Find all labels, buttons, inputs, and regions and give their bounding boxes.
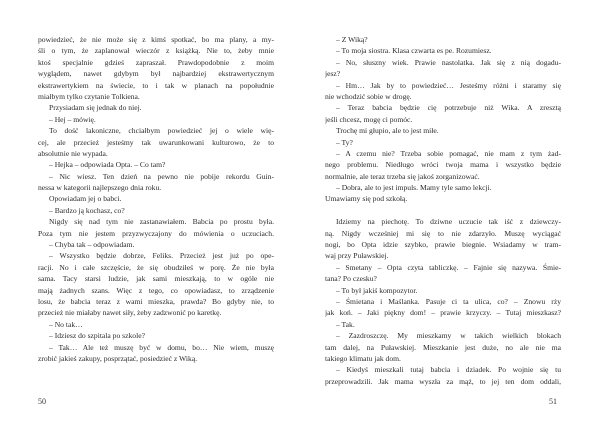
text-line: ktoś specjalnie gdzieś zapraszał. Prawdopodobnie z moim <box>38 57 274 67</box>
text-line: – A czemu nie? Trzeba sobie pomagać, nie mam z tym żad- <box>336 148 561 158</box>
text-line: – Idziesz do szpitala po szkole? <box>49 331 145 341</box>
text-line: – Tak… Ale też muszę być w domu, bo… Nie wiem, muszę <box>49 342 274 352</box>
text-line: jak koń. – Jaki piękny dom! – prawie krzyczy. – Tutaj mieszkasz? <box>325 308 561 318</box>
text-line: Poza tym nie jestem przyzwyczajony do mówienia o uczuciach. <box>38 228 274 238</box>
text-line: śli o tym, że zaplanował wieczór z książką. Nie to, żeby mnie <box>38 46 274 56</box>
text-line: nie wchodzić sobie w drogę. <box>325 91 412 101</box>
text-line: takiego klimatu jak dom. <box>325 353 401 363</box>
text-line: ną. Nigdy wcześniej mi się to nie zdarzyło. Muszę wyciągać <box>325 228 561 238</box>
text-line: jeśli chcesz, mogę ci pomóc. <box>325 114 413 124</box>
text-line: – Bardzo ją kochasz, co? <box>49 205 125 215</box>
text-line: – Teraz babcia będzie cię potrzebuje niż Wika. A zresztą <box>336 103 561 113</box>
text-line: Idziemy na piechotę. To dziwne uczucie tak iść z dziewczy- <box>336 217 561 227</box>
text-line: – Hejka – odpowiada Opta. – Co tam? <box>49 160 166 170</box>
text-line: – Tak. <box>336 319 355 329</box>
text-line: – Nic wiesz. Ten dzień na pewno nie pobije rekordu Guin- <box>49 171 274 181</box>
left-page-number: 50 <box>38 397 46 406</box>
right-page-text <box>325 34 561 387</box>
text-line: sama. Tacy starsi ludzie, jak sami mieszkają, to w ogóle nie <box>38 274 274 284</box>
text-line: tana? Po czesku? <box>325 274 377 284</box>
text-line: – Chyba tak – odpowiadam. <box>49 240 135 250</box>
text-line: nogi, bo Opta idzie szybko, prawie biegnie. Wsiadamy w tram- <box>325 240 561 250</box>
text-line: Przysiadam się jednak do niej. <box>49 103 142 113</box>
text-line: – No, słuszny wiek. Prawie nastolatka. Jak się z nią dogadu- <box>336 57 561 67</box>
text-line: jesz? <box>325 69 341 79</box>
text-line: zrobić jakieś zakupy, posprzątać, posiedzieć z Wiką. <box>38 353 198 363</box>
text-line: – Wszystko będzie dobrze, Feliks. Przecież jest już po ope- <box>49 251 274 261</box>
text-line: Nigdy się nad tym nie zastanawiałem. Babcia po prostu była. <box>49 217 274 227</box>
text-line: absolutnie nie wypada. <box>38 148 108 158</box>
text-line: – Hej – mówię. <box>49 114 96 124</box>
text-line: – Z Wiką? <box>336 35 368 44</box>
text-line: – Ty? <box>336 137 353 147</box>
text-line: tam dalej, na Puławskiej. Mieszkanie jest duże, no ale nie ma <box>325 342 561 352</box>
text-line: mają żadnych szans. Więc z tego, co opowiadasz, to zrządzenie <box>38 285 274 295</box>
section-break <box>325 205 561 216</box>
text-line: – Hm… Jak by to powiedzieć… Jesteśmy różni i staramy się <box>336 80 561 90</box>
text-line: Umawiamy się pod szkołą. <box>325 194 408 204</box>
text-line: miałbym tylko czytanie Tolkiena. <box>38 91 140 101</box>
text-line: Opowiadam jej o babci. <box>49 194 122 204</box>
text-line: – Smetany – Opta czyta tabliczkę. – Fajnie się nazywa. Śmie- <box>336 262 561 272</box>
text-line: racji. No i całe szczęście, że się obudziłeś w porę. Że nie była <box>38 262 274 272</box>
text-line: – To był jakiś kompozytor. <box>336 285 418 295</box>
text-line: przeprowadzili. Jak mama wyszła za mąż, to jej ten dom oddali, <box>325 376 561 386</box>
text-line: nego problemu. Niedługo wróci twoja mama i wszystko będzie <box>325 160 561 170</box>
text-line: wyglądem, nawet gdybym był najbardziej ekstrawertycznym <box>38 69 274 79</box>
text-line: – No tak… <box>49 319 83 329</box>
text-line: waj przy Puławskiej. <box>325 251 389 261</box>
left-page-text <box>38 34 274 364</box>
text-line: normalnie, ale teraz trzeba się jakoś zorganizować. <box>325 171 480 181</box>
text-line: losu, że babcia teraz z wami mieszka, prawda? Bo gdyby nie, to <box>38 296 274 306</box>
text-line: powiedzieć, że nie może się z kimś spotkać, bo ma plany, a my- <box>38 35 274 44</box>
text-line: przecież nie miałaby nawet siły, żeby zadzwonić po karetkę. <box>38 308 222 318</box>
text-line: nessa w kategorii najlepszego dnia roku. <box>38 183 162 193</box>
text-line: – Dobra, ale to jest impuls. Mamy tyle samo lekcji. <box>336 183 492 193</box>
text-line: To dość lakoniczne, chciałbym powiedzieć jej o wiele wię- <box>49 126 274 136</box>
text-line: – To moja siostra. Klasa czwarta es pe. Rozumiesz. <box>336 46 492 56</box>
text-line: – Kiedyś mieszkali tutaj babcia i dziadek. Po wojnie się tu <box>336 365 561 375</box>
text-line: ekstrawertykiem na świecie, to i tak w planach na popołudnie <box>38 80 274 90</box>
text-line: Trochę mi głupio, ale to jest miłe. <box>336 126 439 136</box>
text-line: cej, ale przecież jesteśmy tak uwarunkowani kulturowo, że to <box>38 137 274 147</box>
right-page-number: 51 <box>549 397 557 406</box>
text-line: – Śmietana i Maślanka. Pasuje ci ta ulica, co? – Znowu rży <box>336 296 561 306</box>
text-line: – Zazdroszczę. My mieszkamy w takich wielkich blokach <box>336 331 561 341</box>
